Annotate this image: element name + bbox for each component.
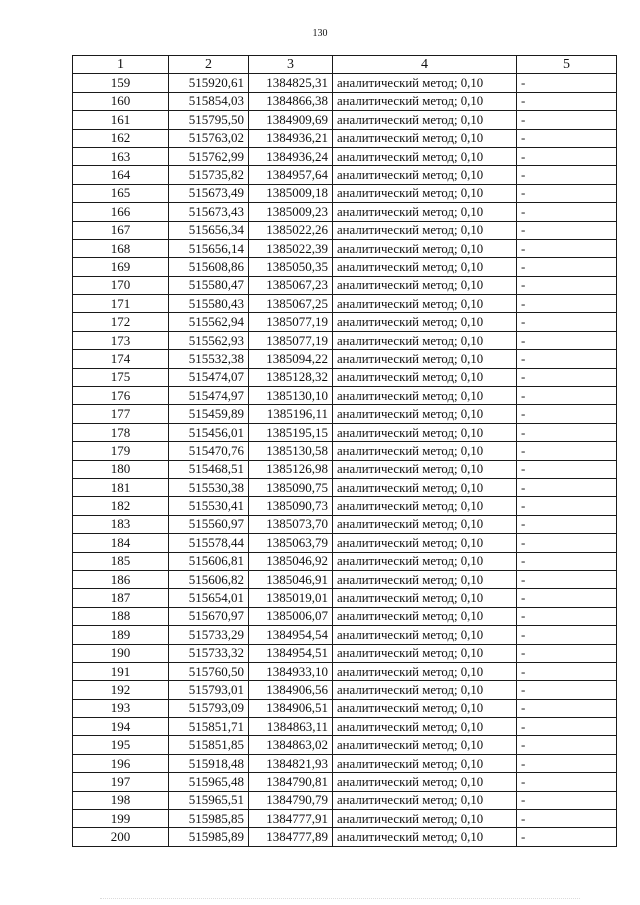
column-header-3: 3	[249, 56, 333, 74]
description-cell: -	[517, 607, 617, 625]
point-number-cell: 185	[73, 552, 169, 570]
description-cell: -	[517, 754, 617, 772]
description-cell: -	[517, 331, 617, 349]
table-row	[73, 166, 617, 184]
x-coordinate-cell: 515562,94	[169, 313, 249, 331]
point-number-cell: 181	[73, 478, 169, 496]
table-row	[73, 718, 617, 736]
method-accuracy-cell: аналитический метод; 0,10	[333, 368, 517, 386]
x-coordinate-cell: 515580,43	[169, 295, 249, 313]
description-cell: -	[517, 810, 617, 828]
point-number-cell: 187	[73, 589, 169, 607]
table-row	[73, 276, 617, 294]
y-coordinate-cell: 1385050,35	[249, 258, 333, 276]
x-coordinate-cell: 515985,89	[169, 828, 249, 846]
column-header-5: 5	[517, 56, 617, 74]
table-row	[73, 497, 617, 515]
y-coordinate-cell: 1384790,81	[249, 773, 333, 791]
description-cell: -	[517, 239, 617, 257]
point-number-cell: 180	[73, 460, 169, 478]
x-coordinate-cell: 515985,85	[169, 810, 249, 828]
description-cell: -	[517, 423, 617, 441]
table-row	[73, 570, 617, 588]
description-cell: -	[517, 515, 617, 533]
column-header-1: 1	[73, 56, 169, 74]
x-coordinate-cell: 515608,86	[169, 258, 249, 276]
method-accuracy-cell: аналитический метод; 0,10	[333, 699, 517, 717]
x-coordinate-cell: 515562,93	[169, 331, 249, 349]
point-number-cell: 174	[73, 350, 169, 368]
method-accuracy-cell: аналитический метод; 0,10	[333, 773, 517, 791]
description-cell: -	[517, 92, 617, 110]
description-cell: -	[517, 662, 617, 680]
method-accuracy-cell: аналитический метод; 0,10	[333, 258, 517, 276]
point-number-cell: 182	[73, 497, 169, 515]
table-row	[73, 460, 617, 478]
method-accuracy-cell: аналитический метод; 0,10	[333, 662, 517, 680]
table-row	[73, 111, 617, 129]
table-row	[73, 644, 617, 662]
x-coordinate-cell: 515656,34	[169, 221, 249, 239]
table-row	[73, 313, 617, 331]
point-number-cell: 166	[73, 203, 169, 221]
point-number-cell: 179	[73, 442, 169, 460]
coordinates-table	[72, 55, 617, 847]
x-coordinate-cell: 515851,85	[169, 736, 249, 754]
method-accuracy-cell: аналитический метод; 0,10	[333, 718, 517, 736]
table-row	[73, 791, 617, 809]
y-coordinate-cell: 1384957,64	[249, 166, 333, 184]
y-coordinate-cell: 1384954,54	[249, 626, 333, 644]
x-coordinate-cell: 515795,50	[169, 111, 249, 129]
point-number-cell: 164	[73, 166, 169, 184]
y-coordinate-cell: 1384954,51	[249, 644, 333, 662]
method-accuracy-cell: аналитический метод; 0,10	[333, 129, 517, 147]
x-coordinate-cell: 515654,01	[169, 589, 249, 607]
description-cell: -	[517, 111, 617, 129]
table-header	[73, 56, 617, 74]
x-coordinate-cell: 515606,81	[169, 552, 249, 570]
method-accuracy-cell: аналитический метод; 0,10	[333, 239, 517, 257]
table-row	[73, 681, 617, 699]
table-row	[73, 699, 617, 717]
point-number-cell: 165	[73, 184, 169, 202]
y-coordinate-cell: 1385077,19	[249, 313, 333, 331]
point-number-cell: 186	[73, 570, 169, 588]
x-coordinate-cell: 515474,97	[169, 387, 249, 405]
y-coordinate-cell: 1385196,11	[249, 405, 333, 423]
table-row	[73, 405, 617, 423]
method-accuracy-cell: аналитический метод; 0,10	[333, 111, 517, 129]
description-cell: -	[517, 718, 617, 736]
y-coordinate-cell: 1385022,26	[249, 221, 333, 239]
y-coordinate-cell: 1385073,70	[249, 515, 333, 533]
point-number-cell: 191	[73, 662, 169, 680]
description-cell: -	[517, 405, 617, 423]
method-accuracy-cell: аналитический метод; 0,10	[333, 92, 517, 110]
table-row	[73, 810, 617, 828]
description-cell: -	[517, 203, 617, 221]
description-cell: -	[517, 497, 617, 515]
description-cell: -	[517, 644, 617, 662]
y-coordinate-cell: 1385094,22	[249, 350, 333, 368]
method-accuracy-cell: аналитический метод; 0,10	[333, 184, 517, 202]
method-accuracy-cell: аналитический метод; 0,10	[333, 203, 517, 221]
y-coordinate-cell: 1384909,69	[249, 111, 333, 129]
method-accuracy-cell: аналитический метод; 0,10	[333, 681, 517, 699]
y-coordinate-cell: 1384777,89	[249, 828, 333, 846]
description-cell: -	[517, 460, 617, 478]
point-number-cell: 195	[73, 736, 169, 754]
table-row	[73, 754, 617, 772]
table-body	[73, 74, 617, 846]
point-number-cell: 177	[73, 405, 169, 423]
y-coordinate-cell: 1385130,58	[249, 442, 333, 460]
table-row	[73, 626, 617, 644]
x-coordinate-cell: 515474,07	[169, 368, 249, 386]
x-coordinate-cell: 515673,49	[169, 184, 249, 202]
point-number-cell: 163	[73, 147, 169, 165]
description-cell: -	[517, 534, 617, 552]
point-number-cell: 176	[73, 387, 169, 405]
method-accuracy-cell: аналитический метод; 0,10	[333, 791, 517, 809]
footer-scan-artifact	[100, 898, 580, 905]
point-number-cell: 171	[73, 295, 169, 313]
method-accuracy-cell: аналитический метод; 0,10	[333, 515, 517, 533]
y-coordinate-cell: 1385046,91	[249, 570, 333, 588]
table-row	[73, 589, 617, 607]
x-coordinate-cell: 515920,61	[169, 74, 249, 92]
method-accuracy-cell: аналитический метод; 0,10	[333, 736, 517, 754]
method-accuracy-cell: аналитический метод; 0,10	[333, 534, 517, 552]
point-number-cell: 190	[73, 644, 169, 662]
x-coordinate-cell: 515468,51	[169, 460, 249, 478]
table-row	[73, 828, 617, 846]
method-accuracy-cell: аналитический метод; 0,10	[333, 387, 517, 405]
method-accuracy-cell: аналитический метод; 0,10	[333, 313, 517, 331]
method-accuracy-cell: аналитический метод; 0,10	[333, 589, 517, 607]
description-cell: -	[517, 387, 617, 405]
y-coordinate-cell: 1384863,11	[249, 718, 333, 736]
x-coordinate-cell: 515760,50	[169, 662, 249, 680]
method-accuracy-cell: аналитический метод; 0,10	[333, 166, 517, 184]
table-row	[73, 552, 617, 570]
x-coordinate-cell: 515532,38	[169, 350, 249, 368]
table-row	[73, 534, 617, 552]
table-row	[73, 221, 617, 239]
description-cell: -	[517, 184, 617, 202]
y-coordinate-cell: 1384936,21	[249, 129, 333, 147]
point-number-cell: 196	[73, 754, 169, 772]
description-cell: -	[517, 221, 617, 239]
x-coordinate-cell: 515530,38	[169, 478, 249, 496]
point-number-cell: 169	[73, 258, 169, 276]
x-coordinate-cell: 515670,97	[169, 607, 249, 625]
point-number-cell: 200	[73, 828, 169, 846]
point-number-cell: 189	[73, 626, 169, 644]
table-row	[73, 258, 617, 276]
method-accuracy-cell: аналитический метод; 0,10	[333, 570, 517, 588]
description-cell: -	[517, 626, 617, 644]
y-coordinate-cell: 1385067,23	[249, 276, 333, 294]
method-accuracy-cell: аналитический метод; 0,10	[333, 828, 517, 846]
method-accuracy-cell: аналитический метод; 0,10	[333, 147, 517, 165]
y-coordinate-cell: 1385063,79	[249, 534, 333, 552]
method-accuracy-cell: аналитический метод; 0,10	[333, 276, 517, 294]
table-row	[73, 331, 617, 349]
point-number-cell: 175	[73, 368, 169, 386]
table-row	[73, 607, 617, 625]
point-number-cell: 193	[73, 699, 169, 717]
description-cell: -	[517, 773, 617, 791]
x-coordinate-cell: 515470,76	[169, 442, 249, 460]
y-coordinate-cell: 1385019,01	[249, 589, 333, 607]
x-coordinate-cell: 515560,97	[169, 515, 249, 533]
y-coordinate-cell: 1384936,24	[249, 147, 333, 165]
point-number-cell: 168	[73, 239, 169, 257]
method-accuracy-cell: аналитический метод; 0,10	[333, 405, 517, 423]
description-cell: -	[517, 74, 617, 92]
x-coordinate-cell: 515578,44	[169, 534, 249, 552]
y-coordinate-cell: 1385046,92	[249, 552, 333, 570]
point-number-cell: 178	[73, 423, 169, 441]
description-cell: -	[517, 258, 617, 276]
description-cell: -	[517, 828, 617, 846]
description-cell: -	[517, 552, 617, 570]
x-coordinate-cell: 515656,14	[169, 239, 249, 257]
table-row	[73, 387, 617, 405]
method-accuracy-cell: аналитический метод; 0,10	[333, 810, 517, 828]
method-accuracy-cell: аналитический метод; 0,10	[333, 74, 517, 92]
method-accuracy-cell: аналитический метод; 0,10	[333, 497, 517, 515]
x-coordinate-cell: 515735,82	[169, 166, 249, 184]
table-row	[73, 350, 617, 368]
x-coordinate-cell: 515606,82	[169, 570, 249, 588]
y-coordinate-cell: 1384777,91	[249, 810, 333, 828]
table-row	[73, 368, 617, 386]
x-coordinate-cell: 515580,47	[169, 276, 249, 294]
method-accuracy-cell: аналитический метод; 0,10	[333, 626, 517, 644]
y-coordinate-cell: 1385077,19	[249, 331, 333, 349]
table-row	[73, 129, 617, 147]
point-number-cell: 199	[73, 810, 169, 828]
method-accuracy-cell: аналитический метод; 0,10	[333, 350, 517, 368]
point-number-cell: 192	[73, 681, 169, 699]
table-row	[73, 74, 617, 92]
y-coordinate-cell: 1384825,31	[249, 74, 333, 92]
x-coordinate-cell: 515733,29	[169, 626, 249, 644]
description-cell: -	[517, 442, 617, 460]
y-coordinate-cell: 1384866,38	[249, 92, 333, 110]
description-cell: -	[517, 368, 617, 386]
method-accuracy-cell: аналитический метод; 0,10	[333, 423, 517, 441]
point-number-cell: 188	[73, 607, 169, 625]
method-accuracy-cell: аналитический метод; 0,10	[333, 221, 517, 239]
description-cell: -	[517, 791, 617, 809]
description-cell: -	[517, 147, 617, 165]
x-coordinate-cell: 515793,01	[169, 681, 249, 699]
y-coordinate-cell: 1385006,07	[249, 607, 333, 625]
description-cell: -	[517, 736, 617, 754]
table-row	[73, 478, 617, 496]
point-number-cell: 170	[73, 276, 169, 294]
x-coordinate-cell: 515918,48	[169, 754, 249, 772]
table-row	[73, 203, 617, 221]
table-row	[73, 92, 617, 110]
y-coordinate-cell: 1385022,39	[249, 239, 333, 257]
method-accuracy-cell: аналитический метод; 0,10	[333, 644, 517, 662]
x-coordinate-cell: 515965,48	[169, 773, 249, 791]
table-row	[73, 662, 617, 680]
y-coordinate-cell: 1385126,98	[249, 460, 333, 478]
method-accuracy-cell: аналитический метод; 0,10	[333, 607, 517, 625]
y-coordinate-cell: 1385067,25	[249, 295, 333, 313]
y-coordinate-cell: 1385128,32	[249, 368, 333, 386]
method-accuracy-cell: аналитический метод; 0,10	[333, 552, 517, 570]
method-accuracy-cell: аналитический метод; 0,10	[333, 478, 517, 496]
method-accuracy-cell: аналитический метод; 0,10	[333, 754, 517, 772]
table-row	[73, 147, 617, 165]
table-row	[73, 239, 617, 257]
method-accuracy-cell: аналитический метод; 0,10	[333, 460, 517, 478]
x-coordinate-cell: 515733,32	[169, 644, 249, 662]
page-number: 130	[312, 28, 328, 39]
point-number-cell: 167	[73, 221, 169, 239]
x-coordinate-cell: 515456,01	[169, 423, 249, 441]
x-coordinate-cell: 515763,02	[169, 129, 249, 147]
table-row	[73, 184, 617, 202]
x-coordinate-cell: 515762,99	[169, 147, 249, 165]
method-accuracy-cell: аналитический метод; 0,10	[333, 442, 517, 460]
x-coordinate-cell: 515459,89	[169, 405, 249, 423]
description-cell: -	[517, 276, 617, 294]
point-number-cell: 173	[73, 331, 169, 349]
description-cell: -	[517, 129, 617, 147]
point-number-cell: 197	[73, 773, 169, 791]
y-coordinate-cell: 1384906,51	[249, 699, 333, 717]
y-coordinate-cell: 1385090,75	[249, 478, 333, 496]
y-coordinate-cell: 1385009,23	[249, 203, 333, 221]
x-coordinate-cell: 515530,41	[169, 497, 249, 515]
point-number-cell: 159	[73, 74, 169, 92]
point-number-cell: 184	[73, 534, 169, 552]
table-row	[73, 442, 617, 460]
header-row	[73, 56, 617, 74]
column-header-2: 2	[169, 56, 249, 74]
description-cell: -	[517, 681, 617, 699]
description-cell: -	[517, 699, 617, 717]
x-coordinate-cell: 515965,51	[169, 791, 249, 809]
table-row	[73, 295, 617, 313]
x-coordinate-cell: 515851,71	[169, 718, 249, 736]
description-cell: -	[517, 166, 617, 184]
description-cell: -	[517, 478, 617, 496]
point-number-cell: 183	[73, 515, 169, 533]
table-row	[73, 736, 617, 754]
method-accuracy-cell: аналитический метод; 0,10	[333, 295, 517, 313]
point-number-cell: 160	[73, 92, 169, 110]
table-row	[73, 773, 617, 791]
y-coordinate-cell: 1384863,02	[249, 736, 333, 754]
y-coordinate-cell: 1384821,93	[249, 754, 333, 772]
table-row	[73, 515, 617, 533]
y-coordinate-cell: 1385195,15	[249, 423, 333, 441]
y-coordinate-cell: 1385009,18	[249, 184, 333, 202]
x-coordinate-cell: 515793,09	[169, 699, 249, 717]
y-coordinate-cell: 1385090,73	[249, 497, 333, 515]
description-cell: -	[517, 350, 617, 368]
y-coordinate-cell: 1384790,79	[249, 791, 333, 809]
description-cell: -	[517, 295, 617, 313]
description-cell: -	[517, 313, 617, 331]
table-row	[73, 423, 617, 441]
point-number-cell: 162	[73, 129, 169, 147]
x-coordinate-cell: 515854,03	[169, 92, 249, 110]
description-cell: -	[517, 589, 617, 607]
point-number-cell: 194	[73, 718, 169, 736]
method-accuracy-cell: аналитический метод; 0,10	[333, 331, 517, 349]
y-coordinate-cell: 1385130,10	[249, 387, 333, 405]
point-number-cell: 161	[73, 111, 169, 129]
y-coordinate-cell: 1384933,10	[249, 662, 333, 680]
x-coordinate-cell: 515673,43	[169, 203, 249, 221]
y-coordinate-cell: 1384906,56	[249, 681, 333, 699]
column-header-4: 4	[333, 56, 517, 74]
point-number-cell: 172	[73, 313, 169, 331]
description-cell: -	[517, 570, 617, 588]
point-number-cell: 198	[73, 791, 169, 809]
